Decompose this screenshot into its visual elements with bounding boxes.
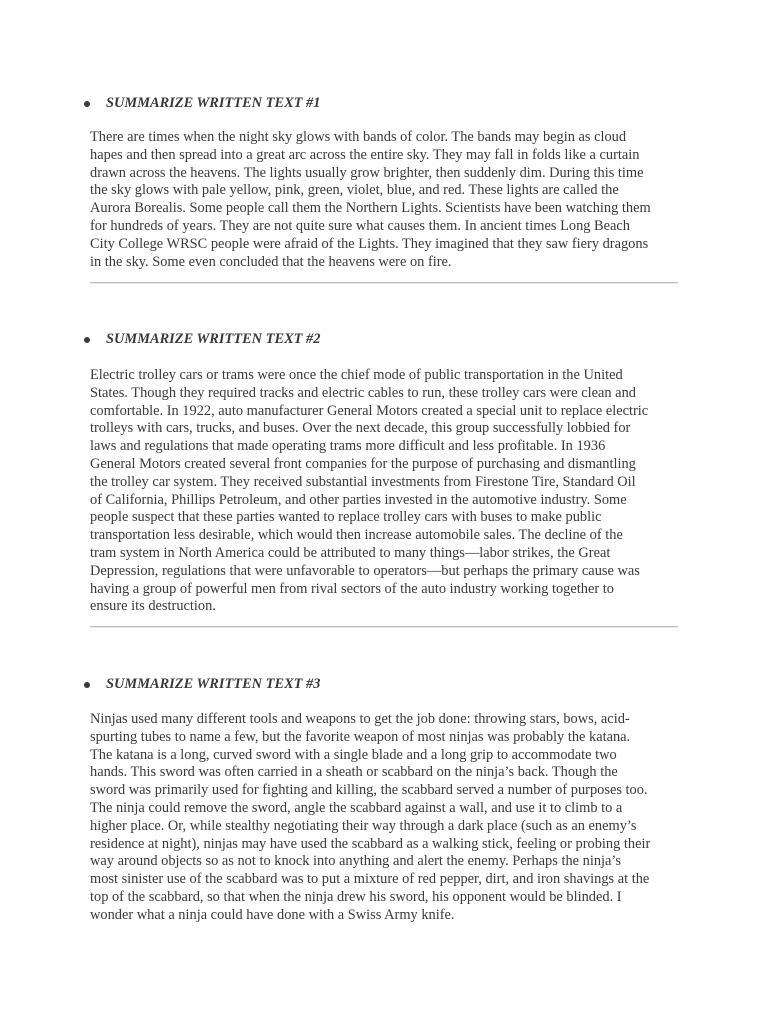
text-line: Depression, regulations that were unfavorable to operators—but perhaps the primary cause was [90, 562, 640, 579]
text-line: transportation less desirable, which would then increase automobile sales. The decline of the [90, 527, 623, 544]
text-line: wonder what a ninja could have done with a Swiss Army knife. [90, 906, 455, 923]
bullet-icon [84, 337, 90, 343]
text-line: top of the scabbard, so that when the ninja drew his sword, his opponent would be blinded. I [90, 888, 622, 905]
text-line: higher place. Or, while stealthy negotiating their way through a dark place (such as an enemy’s [90, 817, 637, 834]
text-line: ensure its destruction. [90, 598, 216, 615]
text-line: people suspect that these parties wanted to replace trolley cars with buses to make public [90, 509, 602, 526]
section-3-heading: SUMMARIZE WRITTEN TEXT #3 [106, 675, 321, 692]
section-divider [90, 282, 678, 284]
text-line: General Motors created several front companies for the purpose of purchasing and dismantling [90, 455, 636, 472]
text-line: States. Though they required tracks and electric cables to run, these trolley cars were clean and [90, 384, 636, 401]
text-line: having a group of powerful men from rival sectors of the auto industry working together to [90, 580, 614, 597]
text-line: Ninjas used many different tools and weapons to get the job done: throwing stars, bows, acid- [90, 711, 630, 727]
text-line: trolleys with cars, trucks, and buses. Over the next decade, this group successfully lobbied for [90, 420, 631, 437]
bullet-icon [84, 682, 90, 688]
text-line: the sky glows with pale yellow, pink, green, violet, blue, and red. These lights are called the [90, 182, 619, 199]
text-line: City College WRSC people were afraid of the Lights. They imagined that they saw fiery dragons [90, 235, 649, 252]
text-line: The katana is a long, curved sword with a single blade and a long grip to accommodate two [90, 746, 617, 763]
text-line: of California, Phillips Petroleum, and other parties invested in the automotive industry. Some [90, 491, 627, 508]
text-line: for hundreds of years. They are not quite sure what causes them. In ancient times Long Beach [90, 217, 631, 234]
section-2-heading: SUMMARIZE WRITTEN TEXT #2 [106, 330, 321, 347]
text-line: sword was primarily used for fighting and killing, the scabbard served a number of purposes too. [90, 782, 648, 799]
text-line: comfortable. In 1922, auto manufacturer General Motors created a special unit to replace electric [90, 402, 649, 419]
text-line: spurting tubes to name a few, but the favorite weapon of most ninjas was probably the katana. [90, 728, 631, 745]
text-line: tram system in North America could be attributed to many things—labor strikes, the Great [90, 544, 611, 561]
section-1-heading-row [84, 93, 320, 113]
text-line: way around objects so as not to knock into anything and alert the enemy. Perhaps the ninja’s [90, 853, 621, 870]
text-line: in the sky. Some even concluded that the heavens were on fire. [90, 253, 452, 270]
text-line: hands. This sword was often carried in a sheath or scabbard on the ninja’s back. Though the [90, 764, 618, 781]
section-3-heading-row [84, 674, 320, 694]
text-line: hapes and then spread into a great arc across the entire sky. They may fall in folds like a curtain [90, 146, 640, 163]
section-1-body [90, 129, 682, 271]
bullet-icon [84, 101, 90, 107]
text-line: residence at night), ninjas may have used the scabbard as a walking stick, feeling or probing their [90, 835, 651, 852]
section-2-body [90, 367, 682, 616]
section-divider [90, 626, 678, 628]
text-line: most sinister use of the scabbard was to put a mixture of red pepper, dirt, and iron shavings at the [90, 871, 650, 888]
text-line: Aurora Borealis. Some people call them the Northern Lights. Scientists have been watching them [90, 200, 651, 217]
section-2-heading-row [84, 329, 320, 349]
text-line: laws and regulations that made operating trams more difficult and less profitable. In 1936 [90, 438, 606, 455]
text-line: the trolley car system. They received substantial investments from Firestone Tire, Standard Oil [90, 473, 636, 490]
section-3-body [90, 711, 682, 925]
text-line: Electric trolley cars or trams were once the chief mode of public transportation in the United [90, 367, 623, 383]
section-1-heading: SUMMARIZE WRITTEN TEXT #1 [106, 94, 321, 111]
text-line: The ninja could remove the sword, angle the scabbard against a wall, and use it to climb to a [90, 799, 623, 816]
text-line: drawn across the heavens. The lights usually grow brighter, then suddenly dim. During this time [90, 164, 644, 181]
text-line: There are times when the night sky glows with bands of color. The bands may begin as cloud [90, 129, 627, 145]
